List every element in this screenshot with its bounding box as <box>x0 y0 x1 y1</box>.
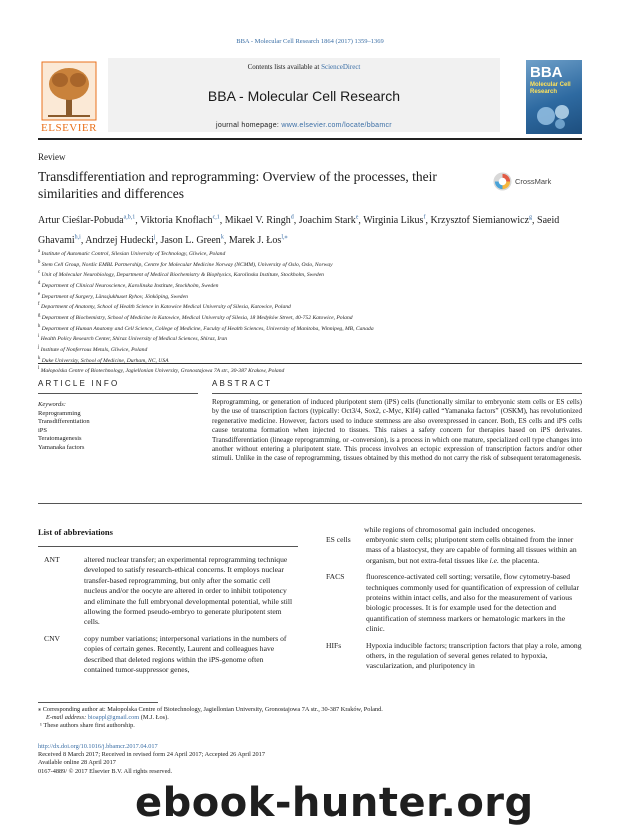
author-separator: , <box>80 234 86 246</box>
affiliation-text: Stem Cell Group, Nordic EMBL Partnership, Centre for Molecular Medicine Norway (NCMM), University of Oslo, Oslo, Norway <box>41 261 333 268</box>
affiliation-item <box>38 259 582 270</box>
author-list <box>38 210 582 249</box>
author-affiliation-marks[interactable]: l,⁎ <box>281 234 288 241</box>
journal-title: BBA - Molecular Cell Research <box>207 88 401 104</box>
author-name: Mikael V. Ringh <box>224 215 291 227</box>
email-link[interactable]: bioappl@gmail.com <box>87 714 140 722</box>
abbreviation-definition: copy number variations; interpersonal variations in the numbers of copies of certain genes. Recently, Laurent and colleagues have described that deleted regions within the iPS-genome often contained tumor-suppressor genes, <box>84 633 287 675</box>
abbreviation-term: HIFs <box>326 640 342 650</box>
author-name: Artur Cieślar-Pobuda <box>38 215 124 227</box>
divider <box>212 393 582 394</box>
cover-subtitle: Molecular Cell Research <box>530 82 571 95</box>
affiliation-list <box>38 248 582 376</box>
online-date: Available online 28 April 2017 <box>38 759 116 767</box>
abbreviation-term: CNV <box>44 633 61 643</box>
affiliation-text: Department of Surgery, Länssjukhuset Ryhov, Jönköping, Sweden <box>41 293 188 300</box>
author-separator: , <box>293 215 299 227</box>
author <box>363 215 430 226</box>
author-affiliation-marks[interactable]: h,i <box>74 234 81 241</box>
keyword: Teratomagenesis <box>38 435 82 443</box>
email-label: E-mail address: <box>46 714 88 722</box>
email-line <box>38 714 582 722</box>
abbreviation-definition: altered nuclear transfer; an experimental reprogramming technique developed to satisfy research-ethical concerns. It employs nuclear transfer-based reprogramming, but only after the somatic cell nucleus and/or the oocyte are altered in order to inhibit totipotency and eliminate the full embryonal developmental potential, while still allowing the formed pseudo-embryo to generate pluripotent stem cells. <box>84 555 293 627</box>
corresponding-author-note: ⁎ Corresponding author at: Małopolska Centre of Biotechnology, Jagiellonian University, Gronostajowa 7A str., 30-387 Kraków, Poland. <box>38 706 383 713</box>
author-affiliation-marks[interactable]: f <box>423 215 426 221</box>
affiliation-key: l <box>38 366 40 372</box>
affiliation-key: d <box>38 280 41 286</box>
affiliation-key: j <box>38 344 40 350</box>
abbreviation-term: ES cells <box>326 535 351 544</box>
author-name: Joachim Stark <box>298 215 356 227</box>
author <box>229 235 288 246</box>
affiliation-key: h <box>38 323 41 329</box>
abbreviations-heading: List of abbreviations <box>38 527 113 537</box>
author-affiliation-marks[interactable]: a,b,1 <box>123 215 136 221</box>
author <box>225 215 299 226</box>
affiliation-item <box>38 280 582 291</box>
author <box>161 235 229 246</box>
affiliation-text: Department of Biochemistry, School of Medicine in Katowice, Medical University of Silesia, 18 Medyków Street, 40-752 Katowice, Poland <box>41 314 353 321</box>
affiliation-item <box>38 269 582 280</box>
crossmark-label: CrossMark <box>515 177 552 186</box>
cover-title: BBA <box>530 64 563 81</box>
author-separator: , <box>135 215 141 227</box>
affiliation-text: Małopolska Centre of Biotechnology, Jagiellonian University, Gronostajowa 7A str., 30-387 Krakow, Poland <box>40 368 285 375</box>
publication-info <box>38 743 265 776</box>
homepage-line <box>108 122 500 129</box>
affiliation-text: Department of Human Anatomy and Cell Science, College of Medicine, Faculty of Health Sciences, University of Manitoba, Winnipeg, MB, Canada <box>41 325 374 332</box>
author <box>140 215 225 226</box>
homepage-link[interactable]: www.elsevier.com/locate/bbamcr <box>281 122 392 129</box>
abbreviation-row <box>326 535 584 566</box>
author-affiliation-marks[interactable]: d <box>290 215 294 221</box>
article-info-heading: ARTICLE INFO <box>38 379 120 388</box>
keyword: iPS <box>38 426 48 434</box>
author-name: Andrzej Hudecki <box>85 234 154 246</box>
equal-contribution-note: ¹ These authors share first authorship. <box>40 722 135 730</box>
abbreviation-definition: embryonic stem cells; pluripotent stem cells obtained from the inner mass of a blastocyst, they are capable of forming all tissues within an organism, but not extra-fetal tissues like i.e. the placenta. <box>366 535 577 565</box>
author-separator: , <box>155 234 161 246</box>
abbreviation-row <box>326 641 584 672</box>
affiliation-text: Department of Anatomy, School of Health Science in Katowice Medical University of Silesia, Katowice, Poland <box>40 304 291 311</box>
abbreviations-right-column <box>326 535 584 672</box>
abbreviations-left-column <box>44 555 294 675</box>
keyword-list <box>38 410 90 452</box>
email-suffix: (M.J. Łos). <box>139 714 169 722</box>
affiliation-item <box>38 301 582 312</box>
contents-prefix: Contents lists available at <box>247 63 322 71</box>
affiliation-key: b <box>38 259 41 265</box>
author-separator: , <box>425 215 431 227</box>
author-name: Viktoria Knoflach <box>140 215 213 227</box>
affiliation-item <box>38 344 582 355</box>
affiliation-key: e <box>38 291 41 297</box>
journal-cover <box>526 60 582 134</box>
sciencedirect-link[interactable]: ScienceDirect <box>321 63 361 71</box>
affiliation-key: a <box>38 249 41 254</box>
footnote-divider <box>38 702 158 703</box>
divider <box>38 363 582 364</box>
abbreviation-row <box>44 634 294 676</box>
doi-link[interactable]: http://dx.doi.org/10.1016/j.bbamcr.2017.04.017 <box>38 743 158 750</box>
affiliation-text: Health Policy Research Center, Shiraz University of Medical Sciences, Shiraz, Iran <box>40 336 228 343</box>
author-name: Jason L. Green <box>160 234 221 246</box>
author-affiliation-marks[interactable]: e <box>355 215 359 221</box>
keyword: Transdifferentiation <box>38 418 90 426</box>
author <box>430 215 537 226</box>
abbreviation-definition: fluorescence-activated cell sorting; versatile, flow cytometry-based techniques commonly used for quantification of expression of cellular proteins within intact cells, and also for the measurement of various biologic processes. It is for example used for the detection and quantification of stemness markers or hematologic markers in the clinic. <box>366 572 579 634</box>
affiliation-key: c <box>38 270 41 276</box>
affiliation-key: f <box>38 302 40 308</box>
contents-line <box>108 63 500 71</box>
affiliation-item <box>38 248 582 259</box>
author-name: Saeid Ghavami <box>38 215 560 246</box>
author-name: Marek J. Łos <box>228 234 282 246</box>
divider <box>38 546 298 547</box>
received-dates: Received 8 March 2017; Received in revised form 24 April 2017; Accepted 26 April 2017 <box>38 751 265 759</box>
author-name: Wirginia Likus <box>363 215 424 227</box>
author-affiliation-marks[interactable]: k <box>220 234 224 241</box>
abbreviation-term: ANT <box>44 555 60 564</box>
abbreviation-row <box>326 572 584 634</box>
affiliation-text: Institute of Nonferrous Metals, Gliwice, Poland <box>40 346 148 353</box>
author-separator: , <box>532 215 538 227</box>
keyword: Yamanaka factors <box>38 443 85 451</box>
copyright-line: 0167-4889/ © 2017 Elsevier B.V. All rights reserved. <box>38 767 173 775</box>
affiliation-text: Duke University, School of Medicine, Durham, NC, USA <box>41 357 169 364</box>
article-title: Transdifferentiation and reprogramming: Overview of the processes, their similarities and differences <box>38 169 437 201</box>
journal-banner-center <box>108 58 500 132</box>
author-affiliation-marks[interactable]: g <box>529 215 533 221</box>
affiliation-key: k <box>38 355 41 361</box>
affiliation-item <box>38 312 582 323</box>
divider <box>38 393 198 394</box>
abbreviation-row <box>44 555 294 628</box>
affiliation-text: Institute of Automatic Control, Silesian University of Technology, Gliwice, Poland <box>41 250 226 257</box>
crossmark-badge[interactable] <box>493 172 573 192</box>
author <box>85 235 160 246</box>
affiliation-text: Department of Clinical Neuroscience, Karolinska Institute, Stockholm, Sweden <box>41 282 219 289</box>
cover-art <box>532 100 576 130</box>
publisher-name: ELSEVIER <box>41 122 97 134</box>
author-affiliation-marks[interactable]: c,1 <box>212 215 220 221</box>
affiliation-item <box>38 333 582 344</box>
affiliation-item <box>38 365 582 376</box>
author-separator: , <box>219 215 225 227</box>
keyword: Reprogramming <box>38 410 81 417</box>
abbreviation-emphasis: i.e. <box>489 555 499 565</box>
author-affiliation-marks[interactable]: j <box>153 234 156 241</box>
author <box>299 215 363 226</box>
abstract-heading: ABSTRACT <box>212 379 273 388</box>
abstract-text: Reprogramming, or generation of induced pluripotent stem (iPS) cells (functionally similar to embryonic stem cells or ES cells) by the use of transcription factors (typically: Oct3/4, Sox2, c-Myc, Klf4) called “Yamanaka factors” (OSKM), has revolutionized regenerative medicine. However, factors used to induce stemness are also overexpressed in cancer. Both, ES cells and iPS cells cause teratoma formation when injected to tissues. This raises a safety concern for therapies based on iPS derivates. Transdifferentiation (lineage reprogramming, or -conversion), is a process in which one mature, specialized cell type changes into another without entering a pluripotent state. This process involves an ectopic expression of transcription factors and/or other stimuli. Unlike in the case of reprogramming, tissues obtained by this method do not carry the risk of subsequent teratomagenesis. <box>212 398 582 463</box>
author-separator: , <box>358 215 364 227</box>
keywords-label: Keywords: <box>38 401 66 408</box>
author-separator: , <box>223 234 229 246</box>
affiliation-item <box>38 291 582 302</box>
journal-banner <box>38 58 582 140</box>
watermark: ebook-hunter.org <box>135 780 534 826</box>
article-section: Review <box>38 152 66 162</box>
affiliation-key: i <box>38 334 40 340</box>
crossmark-icon <box>493 172 512 191</box>
author-name: Krzysztof Siemianowicz <box>430 215 530 227</box>
abbreviation-term: FACS <box>326 572 345 582</box>
running-head[interactable]: BBA - Molecular Cell Research 1864 (2017) 1359–1369 <box>236 38 384 45</box>
abbreviation-definition: Hypoxia inducible factors; transcription factors that play a role, among others, in the regulation of several genes related to hypoxia, vascularization, and pluripotency in <box>366 640 582 671</box>
homepage-prefix: journal homepage: <box>216 122 282 129</box>
author <box>38 215 140 226</box>
affiliation-item <box>38 323 582 334</box>
divider <box>38 503 582 504</box>
abbreviation-continuation: while regions of chromosomal gain included oncogenes. <box>364 525 536 534</box>
affiliation-key: g <box>38 312 41 318</box>
footnotes <box>38 706 582 731</box>
affiliation-text: Unit of Molecular Neurobiology, Department of Medical Biochemistry & Biophysics, Karolinska Institute, Stockholm, Sweden <box>41 272 324 279</box>
